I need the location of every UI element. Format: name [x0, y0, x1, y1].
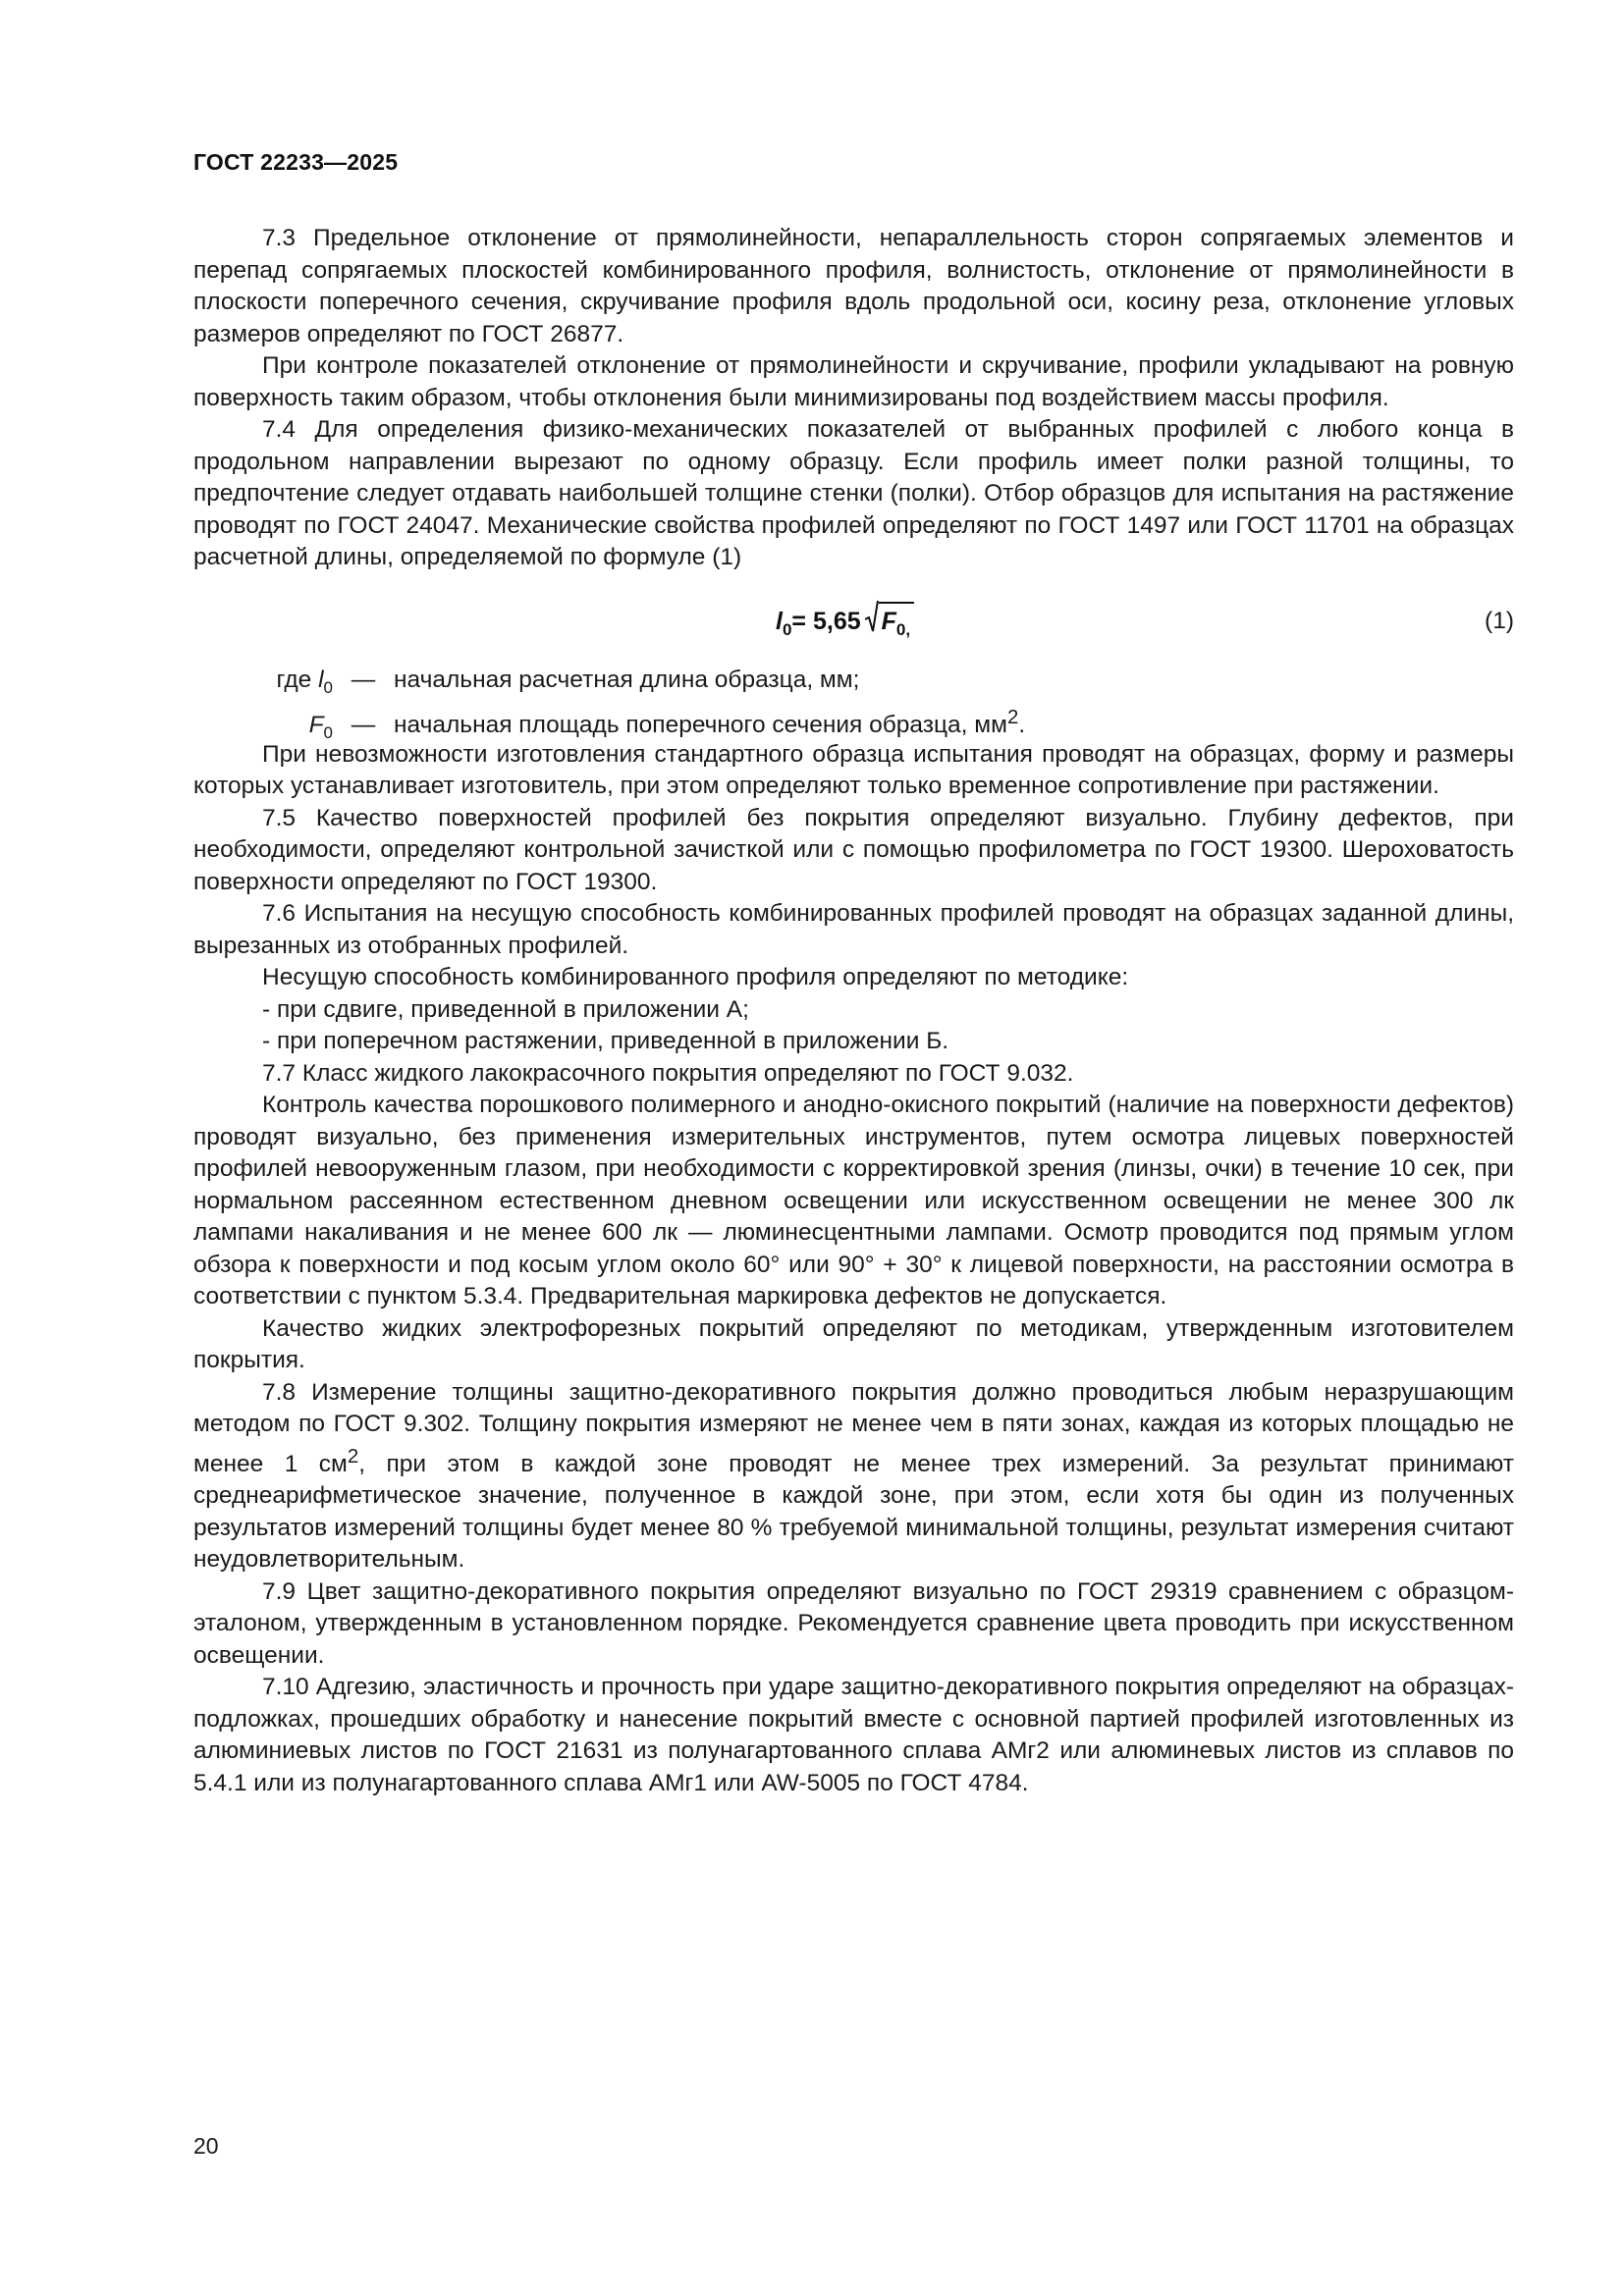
formula-expression — [776, 602, 914, 647]
document-header: ГОСТ 22233—2025 — [193, 149, 399, 175]
formula-coefficient: = 5,65 — [791, 607, 861, 635]
legend-row-l0 — [193, 665, 1514, 702]
formula-radicand-sub: 0, — [895, 619, 911, 639]
formula-lhs-sub: 0 — [782, 619, 792, 639]
paragraph-nonstandard-sample: При невозможности изготовления стандартного образца испытания проводят на образцах, форму и размеры которых устанавливает изготовитель, при этом определяют только временное сопротивление при растяжении. — [193, 740, 1514, 799]
paragraph-7-7: 7.7 Класс жидкого лакокрасочного покрытия определяют по ГОСТ 9.032. — [262, 1059, 1074, 1087]
paragraph-7-8: 7.8 Измерение толщины защитно-декоративного покрытия должно проводиться любым неразрушающим методом по ГОСТ 9.302. Толщину покрытия измеряют не менее чем в пяти зонах, каждая из которых площадью не менее 1 $см^2$, при этом в каждой зоне проводят не менее трех измерений. За результат принимают среднеарифметическое значение, полученное в каждой зоне, при этом, если хотя бы один из полученных результатов измерений толщины будет менее 80 % требуемой минимальной толщины, результат измерения считают неудовлетворительным. — [193, 1378, 1514, 1574]
paragraph-7-7-powder-coating: Контроль качества порошкового полимерного и анодно-окисного покрытий (наличие на поверхности дефектов) проводят визуально, без применения измерительных инструментов, путем осмотра лицевых поверхностей профилей невооруженным глазом, при необходимости с корректировкой зрения (линзы, очки) в течение 10 сек, при нормальном рассеянном естественном дневном освещении или искусственном освещении не менее 300 лк лампами накаливания и не менее 600 лк — люминесцентными лампами. Осмотр проводится под прямым углом обзора к поверхности и под косым углом около 60° или 90° + 30° к лицевой поверхности, на расстоянии осмотра в соответствии с пунктом 5.3.4. Предварительная маркировка дефектов не допускается. — [193, 1092, 1514, 1309]
formula-radicand-var: F — [881, 607, 896, 635]
formula-lhs-var: l — [776, 607, 783, 635]
paragraph-7-4: 7.4 Для определения физико-механических показателей от выбранных профилей с любого конца в продольном направлении вырезают по одному образцу. Если профиль имеет полки разной толщины, то предпочтение следует отдавать наибольшей толщине стенки (полки). Отбор образцов для испытания на растяжение проводят по ГОСТ 24047. Механические свойства профилей определяют по ГОСТ 1497 или ГОСТ 11701 на образцах расчетной длины, определяемой по формуле (1) — [193, 416, 1514, 570]
legend-description: начальная расчетная длина образца, мм; — [394, 666, 860, 693]
paragraph-7-5: 7.5 Качество поверхностей профилей без покрытия определяют визуально. Глубину дефектов, при необходимости, определяют контрольной зачисткой или с помощью профилометра по ГОСТ 19300. Шероховатость поверхности определяют по ГОСТ 19300. — [193, 804, 1514, 895]
document-body — [193, 223, 1514, 1799]
formula-1 — [193, 580, 1514, 655]
list-item-tension: - при поперечном растяжении, приведенной в приложении Б. — [262, 1028, 949, 1054]
legend-label: $F_0$ — [308, 711, 333, 742]
sqrt-symbol — [865, 602, 914, 647]
paragraph-7-9: 7.9 Цвет защитно-декоративного покрытия определяют визуально по ГОСТ 29319 сравнением с образцом-эталоном, утвержденным в установленном порядке. Рекомендуется сравнение цвета проводить при искусственном освещении. — [193, 1577, 1514, 1669]
radical-sign-icon — [865, 600, 879, 633]
paragraph-7-6-method: Несущую способность комбинированного профиля определяют по методике: — [262, 964, 1129, 990]
page-number: 20 — [193, 2133, 219, 2159]
paragraph-7-3-control: При контроле показателей отклонение от прямолинейности и скручивание, профили укладывают на ровную поверхность таким образом, чтобы отклонения были минимизированы под воздействием массы профиля. — [193, 352, 1514, 411]
formula-legend — [193, 665, 1514, 742]
legend-prefix: где — [276, 666, 312, 693]
legend-dash: — — [351, 666, 376, 693]
paragraph-7-3: 7.3 Предельное отклонение от прямолинейности, непараллельность сторон сопрягаемых элементов и перепад сопрягаемых плоскостей комбинированного профиля, волнистость, отклонение от прямолинейности в плоскости поперечного сечения, скручивание профиля вдоль продольной оси, косину реза, отклонение угловых размеров определяют по ГОСТ 26877. — [193, 225, 1514, 347]
paragraph-7-7-electrophoretic: Качество жидких электрофорезных покрытий определяют по методикам, утвержденным изготовителем покрытия. — [193, 1314, 1514, 1373]
paragraph-7-10: 7.10 Адгезию, эластичность и прочность при ударе защитно-декоративного покрытия определяют на образцах-подложках, прошедших обработку и нанесение покрытий вместе с основной партией профилей изготовленных из алюминиевых листов по ГОСТ 21631 из полунагартованного сплава АМг2 или алюминевых листов из сплавов по 5.4.1 или из полунагартованного сплава АМг1 или AW-5005 по ГОСТ 4784. — [193, 1674, 1514, 1796]
legend-label: где $l_0$ — [276, 666, 333, 697]
legend-dash: — — [351, 711, 376, 738]
legend-row-f0 — [193, 702, 1514, 742]
legend-description: начальная площадь поперечного сечения образца, $мм^2$. — [394, 706, 1026, 738]
list-item-shear: - при сдвиге, приведенной в приложении А; — [262, 995, 749, 1023]
formula-number: (1) — [1485, 607, 1514, 634]
paragraph-7-6: 7.6 Испытания на несущую способность комбинированных профилей проводят на образцах заданной длины, вырезанных из отобранных профилей. — [193, 900, 1514, 959]
